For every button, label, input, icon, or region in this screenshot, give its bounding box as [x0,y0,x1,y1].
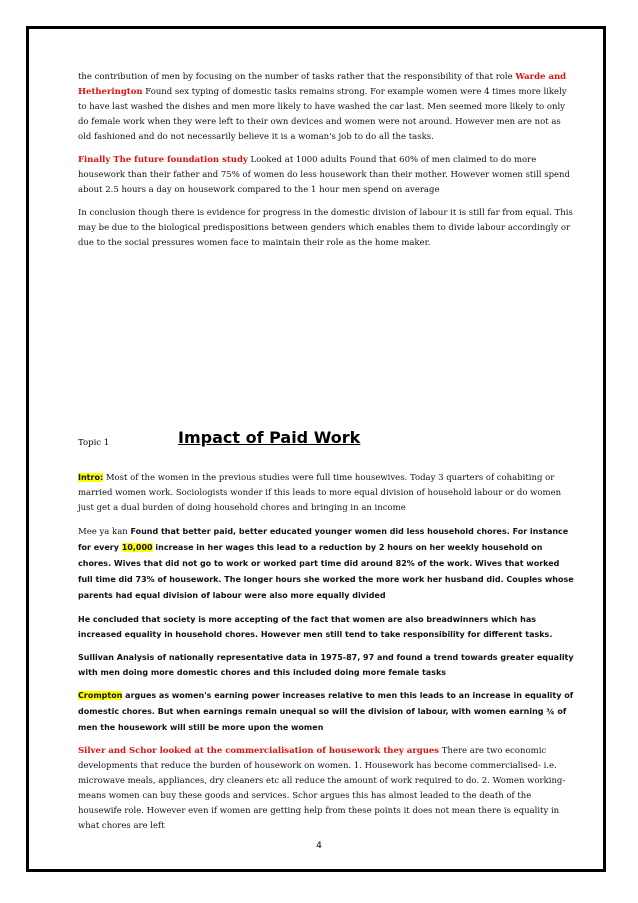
paragraph-future-foundation: Finally The future foundation study Looked at 1000 adults Found that 60% of men claimed to do more housework than their father and 75% of women do less housework than their mother. However women still spend about 2.5 hours a day on housework compared to the 1 hour men spend on average [78,155,570,195]
topic-label: Topic 1 [78,438,110,448]
paragraph-conclusion: In conclusion though there is evidence for progress in the domestic division of labour it is still far from equal. This may be due to the biological predispositions between genders which enables them to divide labour accordingly or due to the social pressures women face to maintain their role as the home maker. [78,208,573,248]
paragraph-concluded: He concluded that society is more accepting of the fact that women are also breadwinners which has increased equality in household chores. However men still tend to take responsibility for different tasks. [78,615,553,639]
bottom-section [78,470,574,842]
intro-label: Intro: [78,473,104,482]
highlight-10000: 10,000 [121,543,153,552]
topic-heading [78,428,574,452]
reference-future-foundation: Finally The future foundation study [78,155,248,165]
paragraph-mee-ya-kan: Mee ya kan Found that better paid, better educated younger women did less household chores. For instance for every 10,000 increase in her wages this lead to a reduction by 2 hours on her weekly household on chores. Wives that did not go to work or worked part time did around 82% of the work. Wives that worked full time did 73% of housework. The longer hours she worked the more work her husband did. Couples whose parents had equal division of labour were also more equally divided [78,527,574,600]
paragraph-warde: the contribution of men by focusing on the number of tasks rather that the responsibility of that role Warde and Hetherington Found sex typing of domestic tasks remains strong. For example women were 4 times more likely to have last washed the dishes and men more likely to have washed the car last. Men seemed more likely to only do female work when they were left to their own devices and women were not around. However men are not as old fashioned and do not necessarily believe it is a woman's job to do all the tasks. [78,72,567,142]
paragraph-silver-schor: Silver and Schor looked at the commercialisation of housework they argues There are two economic developments that reduce the burden of housework on women. 1. Housework has become commercialised- i.e. microwave meals, appliances, dry cleaners etc all reduce the amount of work required to do. 2. Women working- means women can buy these goods and services. Schor argues this has almost leaded to the death of the housewife role. However even if women are getting help from these points it does not mean there is equality in what chores are left [78,746,566,831]
highlight-crompton: Crompton [78,691,123,700]
paragraph-crompton: Crompton argues as women's earning power increases relative to men this leads to an increase in equality of domestic chores. But when earnings remain unequal so will the division of labour, with women earning ¾ of men the housework will still be more upon the women [78,691,574,732]
page-number: 4 [316,841,322,851]
topic-title: Impact of Paid Work [178,428,361,447]
reference-warde: Warde and Hetherington [78,72,567,97]
paragraph-sullivan: Sullivan Analysis of nationally representative data in 1975-87, 97 and found a trend towards greater equality with men doing more domestic chores and this included doing more female tasks [78,653,574,677]
paragraph-intro: Intro: Most of the women in the previous studies were full time housewives. Today 3 quarters of cohabiting or married women work. Sociologists wonder if this leads to more equal division of household labour or do women just get a dual burden of doing household chores and bringing in an income [78,473,562,513]
top-section [78,70,574,259]
reference-silver-schor: Silver and Schor looked at the commercialisation of housework they argues [78,746,440,756]
